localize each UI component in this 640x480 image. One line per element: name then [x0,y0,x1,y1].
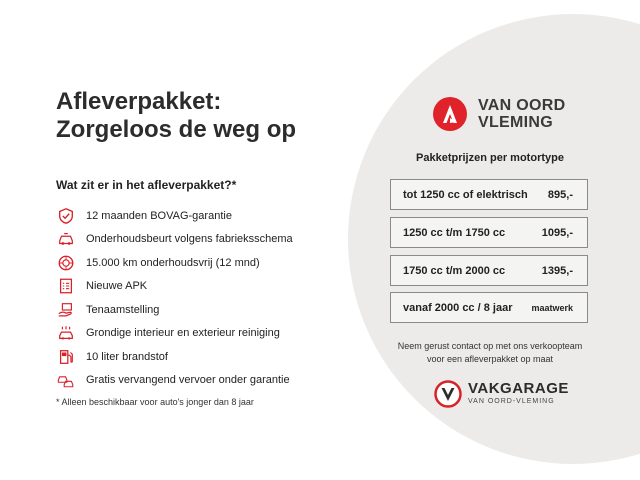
feature-label: Tenaamstelling [86,303,160,316]
price-label: vanaf 2000 cc / 8 jaar [403,301,513,314]
list-item [56,322,356,346]
price-row [390,217,588,248]
feature-label: 15.000 km onderhoudsvrij (12 mnd) [86,256,260,269]
vakgarage-sub: VAN OORD-VLEMING [468,398,555,405]
brand-logo [432,96,565,132]
hand-card-icon [56,300,76,320]
left-panel [56,88,356,392]
list-item [56,204,356,228]
pricing-title: Pakketprijzen per motortype [416,152,564,164]
feature-label: Grondige interieur en exterieur reiniging [86,327,280,340]
price-value: 1095,- [541,226,573,239]
price-row [390,292,588,323]
checklist-icon [56,276,76,296]
contact-line-2: voor een afleverpakket op maat [426,354,554,364]
list-item [56,251,356,275]
price-value: 895,- [547,188,573,201]
section-title: Wat zit er in het afleverpakket?* [56,178,237,192]
price-row [390,179,588,210]
brand-line-1: VAN OORD [478,97,566,114]
car-service-icon [56,229,76,249]
van-oord-vleming-logo-icon [432,96,468,132]
title-line-2: Zorgeloos de weg op [56,116,297,143]
feature-list [56,204,356,392]
list-item [56,298,356,322]
list-item [56,345,356,369]
car-wash-icon [56,323,76,343]
contact-text [388,340,592,366]
feature-label: 12 maanden BOVAG-garantie [86,209,232,222]
price-label: 1250 cc t/m 1750 cc [403,226,506,239]
feature-label: Onderhoudsbeurt volgens fabrieksschema [86,233,293,246]
list-item [56,275,356,299]
vakgarage-emblem-icon [434,380,462,408]
vakgarage-text [468,381,569,407]
price-label: 1750 cc t/m 2000 cc [403,264,506,277]
vakgarage-logo [434,380,569,408]
list-item [56,369,356,393]
price-value: maatwerk [531,302,573,313]
feature-label: Gratis vervangend vervoer onder garantie [86,374,290,387]
shield-check-icon [56,206,76,226]
contact-line-1: Neem gerust contact op met ons verkoopteam [397,341,583,351]
page-title [56,88,356,144]
feature-label: 10 liter brandstof [86,350,168,363]
price-row [390,255,588,286]
title-line-1: Afleverpakket: [56,88,222,115]
vakgarage-name: VAKGARAGE [468,380,569,397]
brand-name [478,97,565,131]
price-value: 1395,- [541,264,573,277]
brand-line-2: VLEMING [478,114,553,131]
cars-icon [56,370,76,390]
price-label: tot 1250 cc of elektrisch [403,188,528,201]
list-item [56,228,356,252]
feature-label: Nieuwe APK [86,280,148,293]
tire-icon [56,253,76,273]
fuel-pump-icon [56,347,76,367]
footnote: * Alleen beschikbaar voor auto's jonger dan 8 jaar [56,397,254,407]
